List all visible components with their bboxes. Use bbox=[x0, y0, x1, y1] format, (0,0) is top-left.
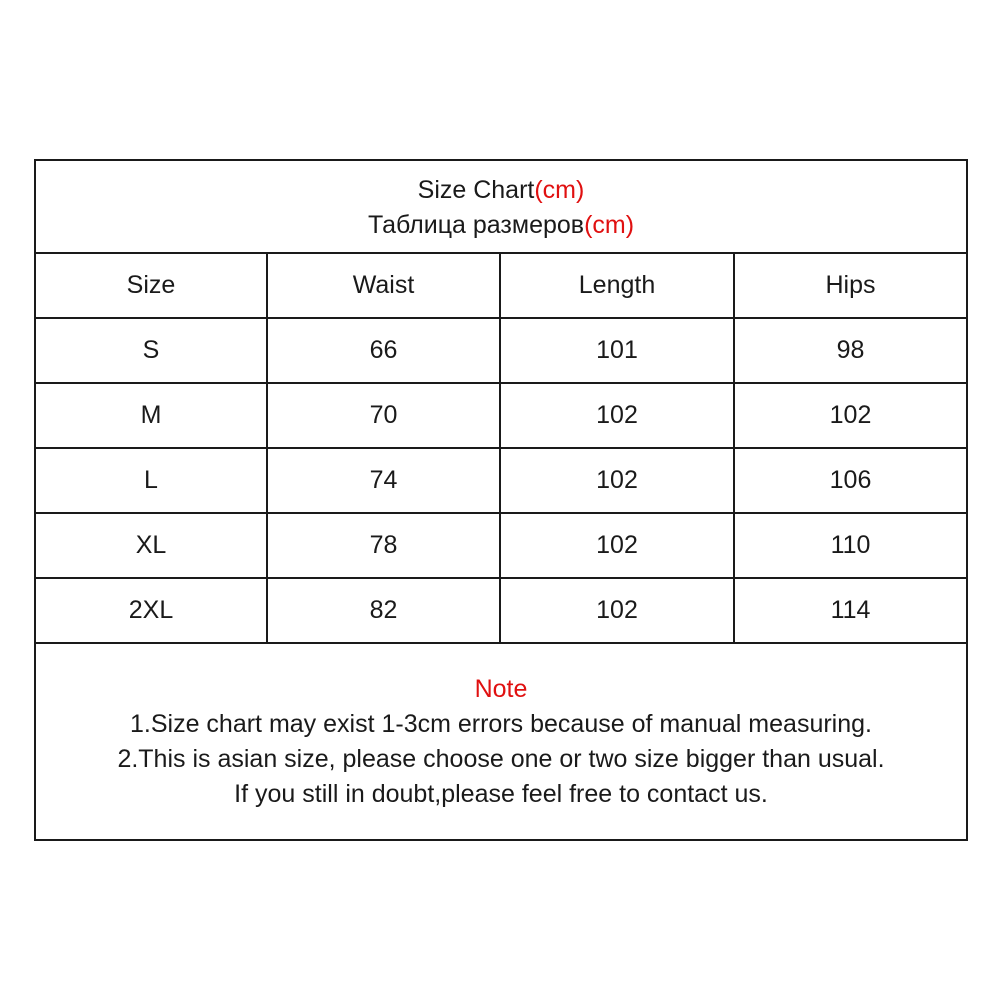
table-cell: 102 bbox=[501, 514, 735, 579]
title-en-text: Size Chart bbox=[417, 175, 535, 204]
table-cell: M bbox=[36, 384, 268, 449]
table-cell: 102 bbox=[501, 449, 735, 514]
header-length: Length bbox=[501, 254, 735, 319]
size-table bbox=[36, 254, 966, 644]
title-en-unit: (cm) bbox=[534, 175, 585, 204]
note-section bbox=[36, 644, 966, 835]
table-cell: 110 bbox=[735, 514, 966, 579]
table-cell: 2XL bbox=[36, 579, 268, 644]
table-cell: S bbox=[36, 319, 268, 384]
table-cell: 106 bbox=[735, 449, 966, 514]
table-cell: 102 bbox=[501, 579, 735, 644]
note-line-2: 2.This is asian size, please choose one or two size bigger than usual. bbox=[117, 744, 885, 773]
table-cell: 70 bbox=[268, 384, 501, 449]
table-cell: 74 bbox=[268, 449, 501, 514]
header-size: Size bbox=[36, 254, 268, 319]
title-ru-unit: (cm) bbox=[584, 210, 635, 239]
table-cell: XL bbox=[36, 514, 268, 579]
table-cell: 66 bbox=[268, 319, 501, 384]
table-cell: 102 bbox=[501, 384, 735, 449]
table-cell: 82 bbox=[268, 579, 501, 644]
note-line-1: 1.Size chart may exist 1-3cm errors because of manual measuring. bbox=[130, 709, 872, 738]
table-cell: 114 bbox=[735, 579, 966, 644]
header-waist: Waist bbox=[268, 254, 501, 319]
table-cell: 98 bbox=[735, 319, 966, 384]
note-line-3: If you still in doubt,please feel free to contact us. bbox=[234, 779, 768, 808]
header-hips: Hips bbox=[735, 254, 966, 319]
table-cell: L bbox=[36, 449, 268, 514]
note-heading: Note bbox=[474, 674, 528, 703]
title-ru bbox=[368, 208, 634, 243]
title-en bbox=[418, 173, 585, 208]
table-cell: 101 bbox=[501, 319, 735, 384]
title-ru-text: Таблица размеров bbox=[367, 210, 585, 239]
chart-header bbox=[36, 161, 966, 254]
table-cell: 102 bbox=[735, 384, 966, 449]
table-cell: 78 bbox=[268, 514, 501, 579]
size-chart bbox=[34, 159, 968, 841]
